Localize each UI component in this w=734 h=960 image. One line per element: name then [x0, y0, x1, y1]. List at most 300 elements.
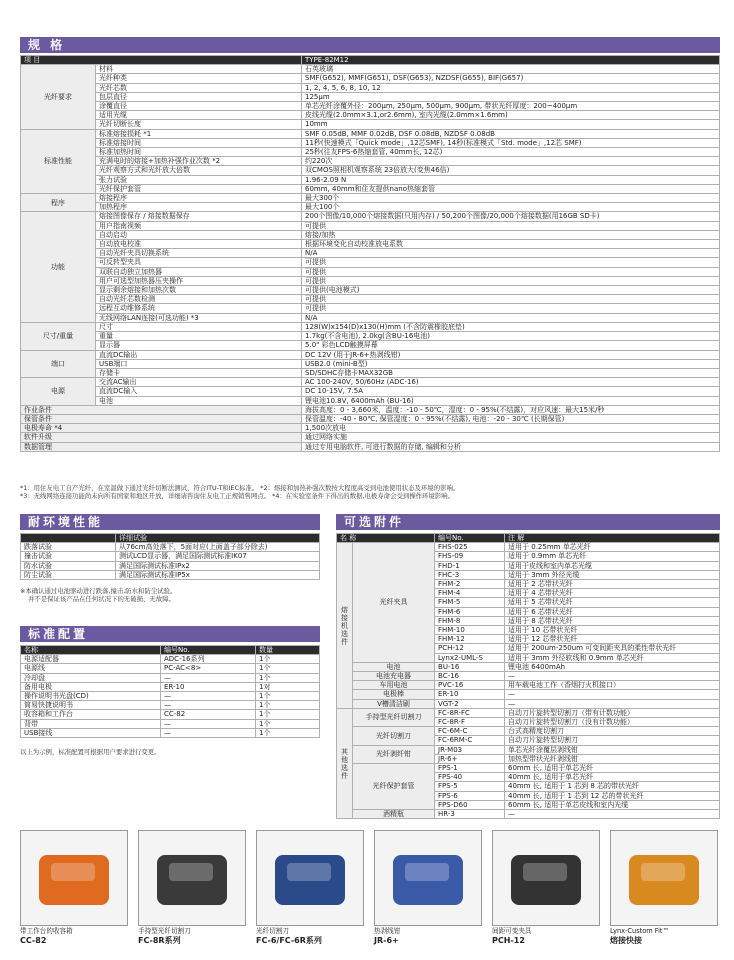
- spec-group-label: 电极寿命 *4: [21, 424, 302, 433]
- accessory-caption: [374, 927, 400, 945]
- col-item-header: 项 目: [21, 56, 302, 65]
- spec-value: 锂电池10.8V, 6400mAh (BU-16): [302, 396, 720, 405]
- accessory-caption-model: JR-6+: [374, 936, 399, 945]
- env-detail: 测试LCD显示器，满足国际测试标准IK07: [116, 552, 320, 561]
- env-test: 防尘试验: [21, 570, 116, 579]
- opt-note: 加热型带状光纤剥线钳: [505, 754, 720, 763]
- opt-code: HR-3: [435, 810, 505, 819]
- spec-note-2: *3：无线网络连接功能尚未向所有国家和地区开放，详细请咨询住友电工正规销售网点。 *4：在实验室条件下得出的数据,电极寿命会受到操作环境影响。: [20, 492, 454, 500]
- std-section-title: 标准配置: [20, 626, 320, 642]
- opt-note: 适用于 3mm 外径软线和 0.9mm 单芯光纤: [505, 653, 720, 662]
- spec-value: SMF 0.05dB, MMF 0.02dB, DSF 0.08dB, NZDSF 0.08dB: [302, 129, 720, 138]
- spec-item: 光纤保护套管: [96, 184, 302, 193]
- opt-note: 自动刀片旋转型切割刀（没有计数功能）: [505, 718, 720, 727]
- accessory-caption: [138, 927, 191, 945]
- spec-value: 可提供: [302, 221, 720, 230]
- std-cell: 冷却盘: [21, 673, 161, 682]
- opt-note: 适用于 0.9mm 单芯光纤: [505, 552, 720, 561]
- accessory-product-highlight: [405, 863, 449, 881]
- opt-section-title: 可选附件: [336, 514, 720, 530]
- opt-row: [337, 727, 720, 736]
- spec-value: SD/SDHC存储卡MAX32GB: [302, 368, 720, 377]
- opt-group-vertical: 其他选件: [337, 708, 353, 818]
- opt-name: 电池充电器: [353, 672, 435, 681]
- spec-table: [20, 55, 720, 452]
- spec-value: 25秒(往友FPS-6热缩套管, 40mm长, 12芯): [302, 148, 720, 157]
- spec-row: [21, 258, 720, 267]
- spec-section-title: 规 格: [20, 37, 720, 53]
- spec-row: [21, 295, 720, 304]
- std-cell: 简易快捷说明书: [21, 701, 161, 710]
- std-cell: 1个: [256, 655, 320, 664]
- env-section-title: 耐环境性能: [20, 514, 320, 530]
- std-row: [21, 701, 320, 710]
- spec-row: [21, 148, 720, 157]
- opt-row: [337, 690, 720, 699]
- env-header: 详细试验: [116, 534, 320, 543]
- opt-header: 注 解: [505, 534, 720, 543]
- opt-note: 台式高精度切割刀: [505, 727, 720, 736]
- spec-row: [21, 322, 720, 331]
- spec-row: [21, 157, 720, 166]
- accessory-caption-desc: 光纤切割刀: [256, 927, 289, 935]
- spec-item: 标准加热时间: [96, 148, 302, 157]
- opt-code: PCH-12: [435, 644, 505, 653]
- accessory-caption: [256, 927, 322, 945]
- spec-value: AC 100-240V, 50/60Hz (ADC-16): [302, 378, 720, 387]
- std-cell: 备用电极: [21, 682, 161, 691]
- spec-row: [21, 341, 720, 350]
- spec-value: 最大100个: [302, 203, 720, 212]
- spec-item: 存储卡: [96, 368, 302, 377]
- spec-item: USB端口: [96, 359, 302, 368]
- spec-row: [21, 184, 720, 193]
- opt-note: 锂电池 6400mAh: [505, 662, 720, 671]
- opt-code: FHM-12: [435, 635, 505, 644]
- std-row: [21, 664, 320, 673]
- std-cell: 1个: [256, 664, 320, 673]
- spec-item: 自动光纤芯数检测: [96, 295, 302, 304]
- std-cell: ADC-16系列: [161, 655, 256, 664]
- opt-row: [337, 708, 720, 717]
- col-model-header: TYPE-82M12: [302, 56, 720, 65]
- opt-row: [337, 764, 720, 773]
- spec-row: [21, 230, 720, 239]
- spec-row: [21, 83, 720, 92]
- spec-value: 1, 2, 4, 5, 6, 8, 10, 12: [302, 83, 720, 92]
- spec-item: 熔接图像保存 / 熔接数据保存: [96, 212, 302, 221]
- spec-row: [21, 203, 720, 212]
- opt-note: 40mm 长, 适用于 1 芯到 12 芯的带状光纤: [505, 791, 720, 800]
- opt-name: 光纤切割刀: [353, 727, 435, 745]
- spec-item: 包层直径: [96, 92, 302, 101]
- std-cell: 电源适配器: [21, 655, 161, 664]
- opt-row: [337, 699, 720, 708]
- opt-note: 用车载电池工作（香烟打火机接口）: [505, 681, 720, 690]
- spec-value: 熔接/加热: [302, 230, 720, 239]
- opt-name: 电池: [353, 662, 435, 671]
- spec-item: 用户指南视频: [96, 221, 302, 230]
- spec-value: 单芯光纤涂覆外径：200μm, 250μm, 500μm, 900μm, 带状光纤厚度：200~400μm: [302, 102, 720, 111]
- spec-item: 交流AC输出: [96, 378, 302, 387]
- opt-name: V槽清洁刷: [353, 699, 435, 708]
- accessory-caption-model: FC-8R系列: [138, 936, 181, 945]
- spec-row: [21, 65, 720, 74]
- spec-item: 直流DC输出: [96, 350, 302, 359]
- opt-name: 电极棒: [353, 690, 435, 699]
- env-test: 防水试验: [21, 561, 116, 570]
- env-row: [21, 543, 320, 552]
- opt-note: 自动刀片旋转型切割刀（带有计数功能）: [505, 708, 720, 717]
- opt-code: FHM-5: [435, 598, 505, 607]
- opt-name: 光纤保护套管: [353, 764, 435, 810]
- spec-item: 双联自动独立加热器: [96, 267, 302, 276]
- opt-note: 适用于 2 芯带状光纤: [505, 580, 720, 589]
- env-detail: 从76cm高处落下，5面对应(上面盖子部分除去): [116, 543, 320, 552]
- spec-row: [21, 102, 720, 111]
- spec-item: 自动光纤夹具切换系统: [96, 249, 302, 258]
- std-cell: 1个: [256, 673, 320, 682]
- spec-value: 石英玻璃: [302, 65, 720, 74]
- opt-note: —: [505, 699, 720, 708]
- std-cell: —: [161, 692, 256, 701]
- spec-item: 光纤观察方式和光纤放大倍数: [96, 166, 302, 175]
- spec-row: [21, 166, 720, 175]
- spec-item: 显示器: [96, 341, 302, 350]
- spec-row: [21, 286, 720, 295]
- spec-item: 显示剩余熔接和加热次数: [96, 286, 302, 295]
- spec-value: 双CMOS照相机观察系统 23倍放大(变焦46倍): [302, 166, 720, 175]
- accessory-product-highlight: [51, 863, 95, 881]
- spec-value: 皮线光缆(2.0mm×3.1,or2.6mm), 室内光缆(2.0mm×1.6mm): [302, 111, 720, 120]
- spec-item: 用户可选型加热器压夹操作: [96, 276, 302, 285]
- spec-value: 200个图像/10,000个熔接数据(只用内存) / 50,200个图像/20,000个熔接数据(用16GB SD卡): [302, 212, 720, 221]
- std-header: 名称: [21, 646, 161, 655]
- spec-item: 材料: [96, 65, 302, 74]
- opt-row: [337, 662, 720, 671]
- env-row: [21, 570, 320, 579]
- env-row: [21, 561, 320, 570]
- accessory-caption-model: CC-82: [20, 936, 47, 945]
- std-row: [21, 682, 320, 691]
- opt-note: 适用于 4 芯带状光纤: [505, 589, 720, 598]
- spec-group-label: 标准性能: [21, 129, 96, 193]
- opt-name: 手持型光纤切割刀: [353, 708, 435, 726]
- accessory-photo: [492, 830, 600, 926]
- spec-item: 直流DC输入: [96, 387, 302, 396]
- opt-code: FHM-8: [435, 616, 505, 625]
- opt-row: [337, 543, 720, 552]
- std-row: [21, 719, 320, 728]
- accessory-photo: [374, 830, 482, 926]
- std-cell: ER-10: [161, 682, 256, 691]
- spec-row: [21, 405, 720, 414]
- opt-code: FHS-025: [435, 543, 505, 552]
- std-row: [21, 655, 320, 664]
- accessory-photo: [610, 830, 718, 926]
- spec-value: 最大300个: [302, 194, 720, 203]
- spec-value: 海拔高度：0 - 3,660米，温度：-10 - 50℃，湿度：0 - 95%(不结露)，对应风速：最大15米/秒: [302, 405, 720, 414]
- std-cell: —: [161, 673, 256, 682]
- opt-header: 编号No.: [435, 534, 505, 543]
- spec-row: [21, 378, 720, 387]
- spec-row: [21, 350, 720, 359]
- spec-row: [21, 304, 720, 313]
- spec-value: 可提供: [302, 267, 720, 276]
- spec-note-1: *1：用住友电工自产光纤，在室温做下通过光纤切断法测试，符合ITU-T和IEC标准。 *2：熔接和加热补强次数按大程度高受到电池使用状态及环境的影响。: [20, 484, 460, 492]
- std-table: [20, 645, 320, 738]
- spec-group-label: 保管条件: [21, 414, 302, 423]
- opt-code: FHM-4: [435, 589, 505, 598]
- spec-row: [21, 92, 720, 101]
- opt-note: 适用于皮线和室内单芯光缆: [505, 561, 720, 570]
- spec-value: 可提供: [302, 304, 720, 313]
- opt-code: FHC-3: [435, 570, 505, 579]
- spec-value: 通过网络实施: [302, 433, 720, 442]
- opt-group-vertical: 熔接机选件: [337, 543, 353, 709]
- spec-row: [21, 120, 720, 129]
- opt-code: FC-6M-C: [435, 727, 505, 736]
- std-cell: PC-AC<8>: [161, 664, 256, 673]
- spec-value: 根据环境变化自动校准放电系数: [302, 240, 720, 249]
- env-header-blank: [21, 534, 116, 543]
- opt-note: 适用于 10 芯带状光纤: [505, 626, 720, 635]
- spec-group-label: 端口: [21, 350, 96, 378]
- spec-value: 可提供(电池模式): [302, 286, 720, 295]
- env-detail: 满足国际测试标准IP5x: [116, 570, 320, 579]
- opt-note: 单芯光纤涂覆层剥线钳: [505, 745, 720, 754]
- std-row: [21, 673, 320, 682]
- opt-row: [337, 681, 720, 690]
- opt-note: 40mm 长, 适用于单芯光纤: [505, 773, 720, 782]
- accessory-photo: [20, 830, 128, 926]
- spec-row: [21, 368, 720, 377]
- spec-value: 可提供: [302, 295, 720, 304]
- std-header: 数量: [256, 646, 320, 655]
- std-row: [21, 710, 320, 719]
- opt-code: FPS-5: [435, 782, 505, 791]
- opt-note: —: [505, 810, 720, 819]
- spec-value: 11秒(快速模式「Quick mode」,12芯SMF), 14秒(标准模式「Std. mode」,12芯 SMF): [302, 138, 720, 147]
- opt-code: BU-16: [435, 662, 505, 671]
- opt-note: 适用于 8 芯带状光纤: [505, 616, 720, 625]
- spec-item: 张力试验: [96, 175, 302, 184]
- std-row: [21, 692, 320, 701]
- spec-row: [21, 332, 720, 341]
- spec-item: 标准熔接时间: [96, 138, 302, 147]
- spec-row: [21, 194, 720, 203]
- opt-note: 适用于 6 芯带状光纤: [505, 607, 720, 616]
- accessory-caption: [610, 927, 669, 945]
- opt-code: JR-6+: [435, 754, 505, 763]
- spec-group-label: 光纤要求: [21, 65, 96, 129]
- accessory-product-highlight: [641, 863, 685, 881]
- opt-code: BC-16: [435, 672, 505, 681]
- spec-value: DC 10-15V, 7.5A: [302, 387, 720, 396]
- opt-note: —: [505, 690, 720, 699]
- std-cell: 1个: [256, 701, 320, 710]
- spec-row: [21, 138, 720, 147]
- accessory-caption: [20, 927, 73, 945]
- spec-value: DC 12V (用于JR-6+热剥线钳): [302, 350, 720, 359]
- spec-item: 可反转型夹具: [96, 258, 302, 267]
- opt-table: [336, 533, 720, 819]
- opt-code: FPS-1: [435, 764, 505, 773]
- env-detail: 满足国际测试标准IPx2: [116, 561, 320, 570]
- std-note: 以上为示例，标准配置可根据用户要求进行变更。: [20, 748, 161, 756]
- std-cell: 1个: [256, 692, 320, 701]
- spec-table-wrap: [20, 55, 720, 452]
- spec-row: [21, 74, 720, 83]
- std-cell: —: [161, 701, 256, 710]
- std-table-wrap: [20, 645, 320, 738]
- opt-note: 适用于 0.25mm 单芯光纤: [505, 543, 720, 552]
- accessory-product-highlight: [287, 863, 331, 881]
- opt-code: FPS-40: [435, 773, 505, 782]
- opt-name: 酒精瓶: [353, 810, 435, 819]
- opt-note: 60mm 长, 适用于单芯皮线和室内光缆: [505, 800, 720, 809]
- spec-item: 光纤切断长度: [96, 120, 302, 129]
- std-cell: 1对: [256, 682, 320, 691]
- std-cell: 收容箱和工作台: [21, 710, 161, 719]
- env-table-wrap: [20, 533, 320, 580]
- opt-code: FHM-10: [435, 626, 505, 635]
- spec-item: 重量: [96, 332, 302, 341]
- accessory-photo: [256, 830, 364, 926]
- spec-row: [21, 129, 720, 138]
- spec-value: 10mm: [302, 120, 720, 129]
- accessory-caption-model: PCH-12: [492, 936, 525, 945]
- spec-group-label: 功能: [21, 212, 96, 322]
- spec-row: [21, 359, 720, 368]
- accessory-caption-desc: 间距可变夹具: [492, 927, 532, 935]
- spec-row: [21, 424, 720, 433]
- opt-row: [337, 672, 720, 681]
- spec-item: 涂覆直径: [96, 102, 302, 111]
- opt-note: 适用于 3mm 外径光缆: [505, 570, 720, 579]
- opt-header: 名 称: [337, 534, 435, 543]
- spec-value: SMF(G652), MMF(G651), DSF(G653), NZDSF(G655), BIF(G657): [302, 74, 720, 83]
- spec-group-label: 作业条件: [21, 405, 302, 414]
- opt-code: FHD-1: [435, 561, 505, 570]
- spec-value: 保管温度：-40 - 80℃, 保管湿度：0 - 95%(不结露), 电池：-20 - 30℃ (长期保管): [302, 414, 720, 423]
- std-cell: USB接线: [21, 728, 161, 737]
- opt-row: [337, 745, 720, 754]
- env-table: [20, 533, 320, 580]
- spec-group-label: 电源: [21, 378, 96, 406]
- spec-row: [21, 249, 720, 258]
- opt-note: 自动刀片旋转型切割刀: [505, 736, 720, 745]
- spec-item: 加热程序: [96, 203, 302, 212]
- opt-code: FPS-6: [435, 791, 505, 800]
- spec-value: 通过专用电脑软件, 可进行数据的存储, 编辑和分析: [302, 442, 720, 451]
- spec-value: 可提供: [302, 258, 720, 267]
- spec-group-label: 软件升级: [21, 433, 302, 442]
- opt-row: [337, 810, 720, 819]
- std-cell: 1个: [256, 728, 320, 737]
- spec-value: N/A: [302, 249, 720, 258]
- accessory-caption-desc: 带工作台的收容箱: [20, 927, 73, 935]
- opt-code: PVC-16: [435, 681, 505, 690]
- opt-note: 适用于 12 芯带状光纤: [505, 635, 720, 644]
- opt-code: JR-M03: [435, 745, 505, 754]
- std-cell: 1个: [256, 710, 320, 719]
- opt-code: FHS-09: [435, 552, 505, 561]
- spec-row: [21, 212, 720, 221]
- spec-item: 标准熔接损耗 *1: [96, 129, 302, 138]
- spec-row: [21, 267, 720, 276]
- spec-item: 无线网络LAN连接(可选功能) *3: [96, 313, 302, 322]
- spec-row: [21, 240, 720, 249]
- env-test: 跌落试验: [21, 543, 116, 552]
- opt-code: FHM-2: [435, 580, 505, 589]
- spec-value: 1.7kg(不含电池), 2.0kg(含BU-16电池): [302, 332, 720, 341]
- spec-row: [21, 313, 720, 322]
- spec-row: [21, 221, 720, 230]
- accessory-caption-desc: Lynx-Custom Fit™: [610, 927, 670, 935]
- spec-item: 光纤芯数: [96, 83, 302, 92]
- spec-value: 5.0" 彩色LCD触摸屏幕: [302, 341, 720, 350]
- opt-table-wrap: [336, 533, 720, 819]
- opt-note: 适用于 5 芯带状光纤: [505, 598, 720, 607]
- env-test: 撞击试验: [21, 552, 116, 561]
- std-row: [21, 728, 320, 737]
- std-cell: —: [161, 719, 256, 728]
- env-note-2: 并不是保证该产品在任何状况下的无破损、无故障。: [28, 595, 175, 603]
- std-cell: —: [161, 728, 256, 737]
- opt-code: FHM-6: [435, 607, 505, 616]
- spec-value: 60mm, 40mm和住友提供nano热缩套管: [302, 184, 720, 193]
- opt-code: FC-8R-FC: [435, 708, 505, 717]
- spec-group-label: 程序: [21, 194, 96, 212]
- opt-note: 适用于 200um-250um 可变间距夹具的柔性带状光纤: [505, 644, 720, 653]
- accessory-product-highlight: [169, 863, 213, 881]
- accessory-caption-model: 熔接快接: [610, 936, 642, 945]
- spec-row: [21, 433, 720, 442]
- spec-value: 可提供: [302, 276, 720, 285]
- spec-item: 光纤种类: [96, 74, 302, 83]
- opt-name: 光纤夹具: [353, 543, 435, 663]
- std-cell: CC-82: [161, 710, 256, 719]
- accessory-product-highlight: [523, 863, 567, 881]
- spec-group-label: 尺寸/重量: [21, 322, 96, 350]
- spec-group-label: 数据管理: [21, 442, 302, 451]
- accessory-caption-desc: 热剥线钳: [374, 927, 401, 935]
- spec-item: 充满电时的熔接+加热补强作业次数 *2: [96, 157, 302, 166]
- spec-row: [21, 276, 720, 285]
- spec-item: 电池: [96, 396, 302, 405]
- spec-item: 尺寸: [96, 322, 302, 331]
- std-cell: 操作说明书光盘(CD): [21, 692, 161, 701]
- opt-code: FPS-D60: [435, 800, 505, 809]
- opt-code: VGT-2: [435, 699, 505, 708]
- spec-row: [21, 414, 720, 423]
- std-cell: 1个: [256, 719, 320, 728]
- opt-note: 60mm 长, 适用于单芯光纤: [505, 764, 720, 773]
- std-cell: 电源线: [21, 664, 161, 673]
- spec-value: 128(W)x154(D)x130(H)mm (不含防震橡胶底垫): [302, 322, 720, 331]
- spec-value: USB2.0 (mini-B型): [302, 359, 720, 368]
- spec-item: 自动启动: [96, 230, 302, 239]
- accessory-caption: [492, 927, 532, 945]
- spec-item: 自动放电校准: [96, 240, 302, 249]
- std-header: 编号No.: [161, 646, 256, 655]
- opt-name: 光纤剥纤钳: [353, 745, 435, 763]
- opt-note: —: [505, 672, 720, 681]
- accessory-caption-desc: 手持型光纤切割刀: [138, 927, 191, 935]
- spec-value: 1,500次放电: [302, 424, 720, 433]
- spec-item: 熔接程序: [96, 194, 302, 203]
